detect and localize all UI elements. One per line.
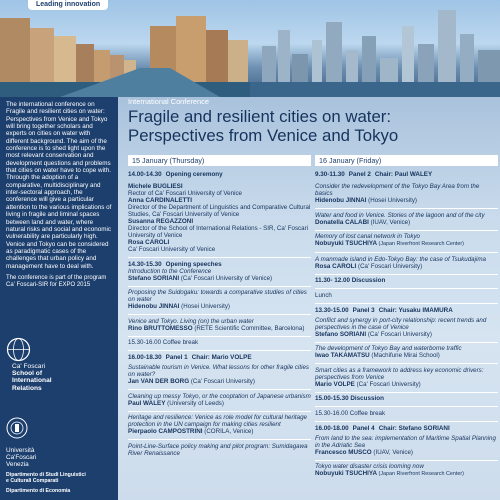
session-chair: Chair: Mario VOLPE <box>191 353 252 361</box>
divider <box>128 389 311 390</box>
department-linguistics-line-2: e Culturali Comparati <box>6 478 59 485</box>
speaker-affiliation: (Japan Riverfront Research Center) <box>378 471 464 478</box>
university-line-1: Università <box>6 447 35 454</box>
talk-title: Conflict and synergy in port-city relationship: recent trends and perspectives in the case of Venice <box>315 316 487 331</box>
day-1-header: 15 January (Thursday) <box>128 155 311 166</box>
left-sidebar <box>0 97 118 500</box>
talk-title: Heritage and resilience: Venice as role model for cultural heritage protection in the UN campaign for making cities resilient <box>128 414 307 429</box>
session-time: 13.30-15.00 <box>315 306 349 314</box>
discussion-2: 15.00-15.30 Discussion <box>315 395 384 403</box>
panel-4-session <box>315 425 498 432</box>
speaker-affiliation: (Ca' Foscari University) <box>190 377 255 385</box>
speaker-affiliation: (Ca' Foscari University of Venice) <box>180 274 273 282</box>
program-note: The conference is part of the program Ca' Foscari-SIR for EXPO 2015 <box>6 274 107 289</box>
divider <box>315 303 498 304</box>
divider <box>315 342 498 343</box>
talk-title: Consider the redevelopment of the Tokyo Bay Area from the basics <box>315 183 480 197</box>
divider <box>128 350 311 351</box>
speaker-name: Donatella CALABI <box>315 218 369 226</box>
speaker-name: Hidenobu JINNAI <box>315 197 367 204</box>
department-linguistics <box>6 472 114 484</box>
speaker-name: Mario VOLPE <box>315 380 355 388</box>
speaker-name: Rino BRUTTOMESSO <box>128 324 193 332</box>
talk-title: Introduction to the Conference <box>128 267 212 275</box>
speaker-affiliation: (CORILA, Venice) <box>204 428 254 436</box>
divider <box>315 274 498 275</box>
day-1-column <box>128 155 311 457</box>
university-logo-block <box>6 417 114 494</box>
session-time: 14.00-14.30 <box>128 171 162 178</box>
speaker-affiliation: (Hosei University) <box>368 197 417 204</box>
speaker-affiliation: (Ca' Foscari University) <box>356 380 421 388</box>
speaker-name: Anna CARDINALETTI <box>128 197 193 204</box>
divider <box>315 460 498 461</box>
talk-title: Proposing the Suidogaku: towards a comparative studies of cities on water <box>128 289 307 304</box>
cityscape-illustration <box>0 0 500 97</box>
discussion-1: 11.30- 12.00 Discussion <box>315 277 386 285</box>
session-time: 14.30-15.30 <box>128 260 162 268</box>
divider <box>315 392 498 393</box>
session-time: 16.00-18.00 <box>315 424 349 432</box>
university-name <box>6 447 114 468</box>
session-time: 16.00-18.30 <box>128 353 162 361</box>
speaker-name: Rosa CAROLI <box>128 239 170 246</box>
sir-globe-icon <box>6 337 31 362</box>
speaker-affiliation: (Hosei University) <box>181 303 230 311</box>
speaker-affiliation: (Ca' Foscari University) <box>358 262 423 270</box>
divider <box>128 314 311 315</box>
speaker-affiliation: (RETE Scientific Committee, Barcelona) <box>194 324 305 332</box>
speaker-name: Francesco MUSCO <box>315 448 372 456</box>
talk-title: From land to the sea: implementation of Maritime Spatial Planning in the Adriatic Sea <box>315 434 496 449</box>
sir-line-2: School of <box>12 370 43 378</box>
conference-title-line-2: Perspectives from Venice and Tokyo <box>128 126 399 145</box>
talk-title: Point-Line-Surface policy making and pilot program: Sumidagawa River Renaissance <box>128 442 308 457</box>
coffee-break: 15.30-16.00 Coffee break <box>315 409 386 417</box>
sir-line-4: Relations <box>12 384 42 392</box>
speaker-affiliation: (Japan Riverfront Research Center) <box>378 241 464 248</box>
session-chair: Chair: Paul WALEY <box>374 171 433 178</box>
speaker-name: Paul WALEY <box>128 399 166 407</box>
sir-line-1: Ca' Foscari <box>12 363 46 370</box>
speaker-affiliation: (IUAV, Venice) <box>370 218 411 226</box>
sir-line-3: International <box>12 377 52 385</box>
divider <box>315 421 498 422</box>
leading-innovation-tag: Leading innovation <box>28 0 108 10</box>
sir-logo-text <box>12 363 52 392</box>
divider <box>128 439 311 440</box>
talk-title: Sustainable tourism in Venice. What lessons for other fragile cities on water? <box>128 363 310 378</box>
panel-1-session <box>128 354 311 361</box>
session-chair: Chair: Yusaku IMAMURA <box>378 306 453 314</box>
speaker-role: Rector of Ca' Foscari University of Venice <box>128 190 242 197</box>
talk-title: A manmade island in Edo-Tokyo Bay: the case of Tsukudajima <box>315 255 486 263</box>
conference-description: The international conference on Fragile and resilient cities on water: Perspectives from Venice and Tokyo will bring together scholars and experts on cities on water with different background. The aim of the conference is to shed light upon the most relevant conservation and development questions and problems that cities on water have to cope with. Through the adoption of a comparative, multidisciplinary and inter-sectoral approach, the conference will give a particular attention to the various implications of living in fragile and liminal spaces between land and water, where natural risks and social and economic vulnerability are particularly high. Venice and Tokyo can be considered as paradigmatic cases of the challenges that urban policy and management have to deal with. <box>6 101 112 270</box>
session-title: Opening ceremony <box>165 171 223 178</box>
speaker-name: Susanna REGAZZONI <box>128 218 194 225</box>
day-2-header: 16 January (Friday) <box>315 155 498 166</box>
speaker-name: Michele BUGLIESI <box>128 183 183 190</box>
speaker-name: Hidenobu JINNAI <box>128 303 180 311</box>
speaker-name: Iwao TAKAMATSU <box>315 352 370 360</box>
speaker-affiliation: (Ca' Foscari University) <box>367 330 432 338</box>
speaker-name: Nobuyuki TSUCHIYA <box>315 470 378 478</box>
talk-title: Memory of lost canal network in Tokyo <box>315 233 421 241</box>
lunch-break: Lunch <box>315 291 332 299</box>
department-economics: Dipartimento di Economia <box>6 488 71 495</box>
panel-3-session <box>315 307 498 314</box>
divider <box>315 363 498 364</box>
speaker-name: Stefano SORIANI <box>128 274 180 282</box>
session-title: Panel 4 <box>352 424 375 432</box>
coffee-break: 15.30-16.00 Coffee break <box>128 339 199 347</box>
speaker-affiliation: (Machifune Mirai School) <box>371 352 440 360</box>
divider <box>128 411 311 412</box>
divider <box>315 230 498 231</box>
talk-title: Tokyo water disaster crisis looming now <box>315 463 424 471</box>
talk-title: Cleaning up messy Tokyo, or the cooptation of Japanese urbanism <box>128 392 311 400</box>
speaker-role: Ca' Foscari University of Venice <box>128 246 216 253</box>
speaker-role: Director of the School of International Relations - SIR, Ca' Foscari University of Venice <box>128 225 309 239</box>
university-line-3: Venezia <box>6 461 29 469</box>
speaker-affiliation: (University of Leeds) <box>167 399 224 407</box>
speaker-name: Pierpaolo CAMPOSTRINI <box>128 428 203 436</box>
divider <box>128 286 311 287</box>
speaker-name: Jan VAN DER BORG <box>128 377 190 385</box>
main-panel <box>118 97 500 500</box>
speaker-name: Stefano SORIANI <box>315 330 367 338</box>
sir-logo-block <box>6 337 114 395</box>
divider <box>315 252 498 253</box>
speaker-role: Director of the Department of Linguistics and Comparative Cultural Studies, Ca' Foscari University of Venice <box>128 204 311 218</box>
session-title: Panel 1 <box>165 353 188 361</box>
speaker-affiliation: (IUAV, Venice) <box>373 448 413 456</box>
university-line-2: Ca'Foscari <box>6 454 37 462</box>
talk-title: Smart cities as a framework to address key economic drivers: perspectives from Venice <box>315 366 484 381</box>
department-linguistics-line-1: Dipartimento di Studi Linguistici <box>6 472 86 479</box>
speaker-name: Rosa CAROLI <box>315 262 357 270</box>
divider <box>128 257 311 258</box>
divider <box>128 336 311 337</box>
conference-title <box>128 107 498 145</box>
day-2-column <box>315 155 498 478</box>
opening-ceremony-session <box>128 171 311 178</box>
session-title: Panel 3 <box>352 306 375 314</box>
session-chair: Chair: Stefano SORIANI <box>378 424 450 432</box>
university-seal-icon <box>6 417 28 439</box>
divider <box>315 208 498 209</box>
talk-title: Water and food in Venice. Stories of the lagoon and of the city <box>315 211 485 219</box>
talk-title: Venice and Tokyo. Living (on) the urban water <box>128 317 254 325</box>
divider <box>315 406 498 407</box>
conference-title-line-1: Fragile and resilient cities on water: <box>128 107 392 126</box>
opening-speeches-session <box>128 261 311 268</box>
session-title: Opening speeches <box>165 260 222 268</box>
panel-2-session <box>315 171 498 178</box>
conference-label: International Conference <box>128 97 209 106</box>
speaker-name: Nobuyuki TSUCHIYA <box>315 240 378 248</box>
session-title: Panel 2 <box>348 171 371 178</box>
header-photo-banner <box>0 0 500 97</box>
talk-title: The development of Tokyo Bay and waterborne traffic <box>315 345 462 353</box>
session-time: 9.30-11.30 <box>315 171 345 178</box>
divider <box>315 288 498 289</box>
